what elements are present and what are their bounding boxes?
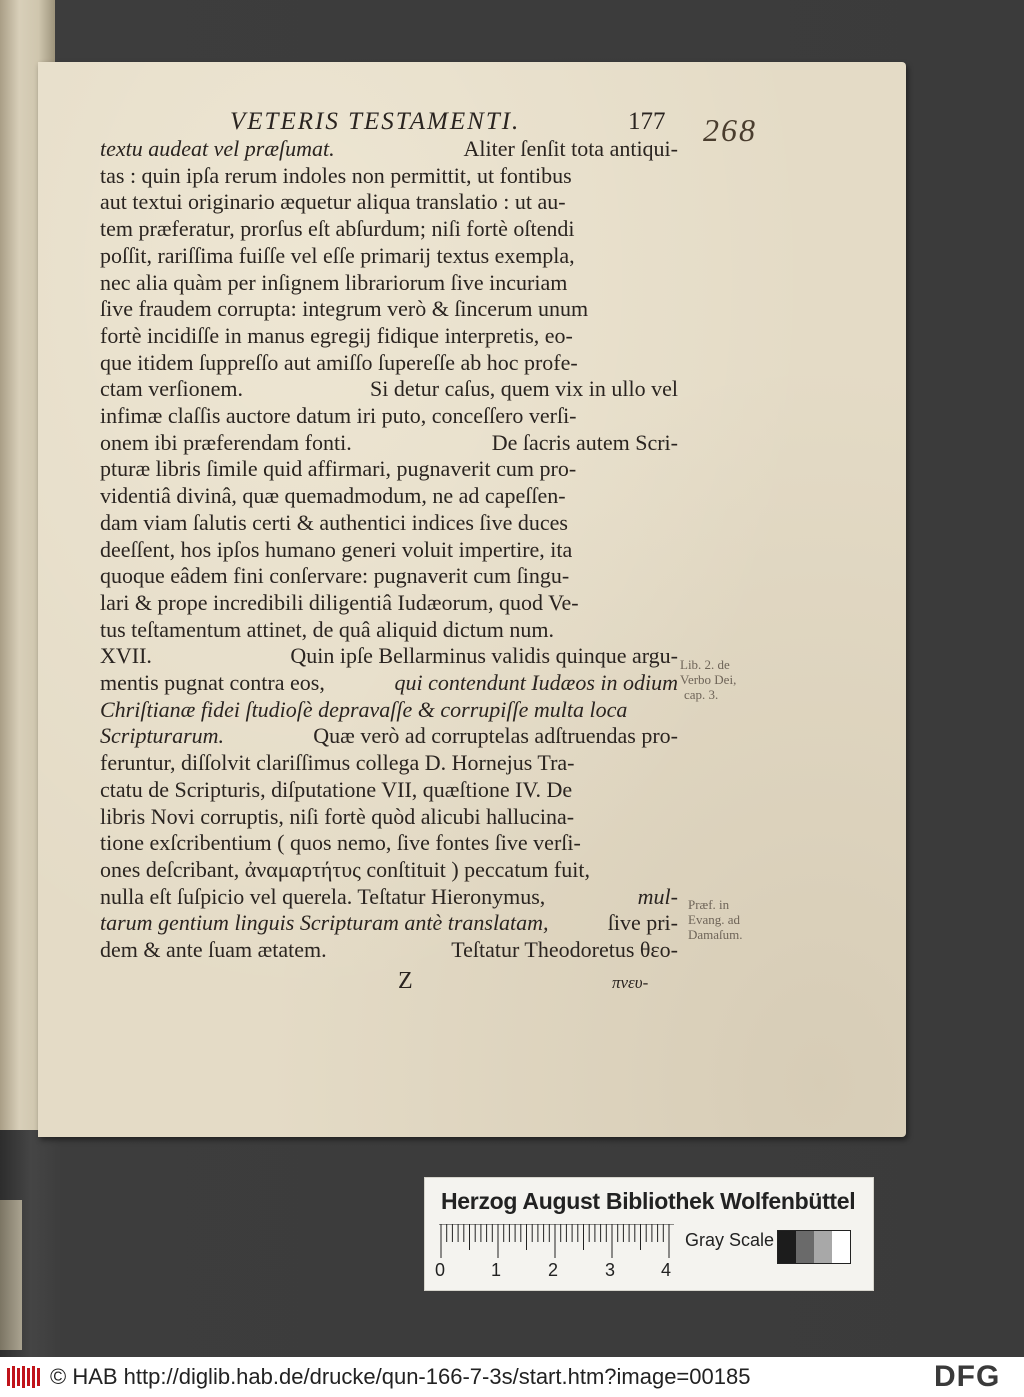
text-segment: ones deſcribant, ἀναμαρτήτυς conſtituit ) peccatum fuit, bbox=[100, 856, 590, 882]
text-line bbox=[100, 857, 678, 884]
margin-note-line: cap. 3. bbox=[684, 687, 719, 702]
text-segment: textu audeat vel præſumat. bbox=[100, 136, 335, 161]
text-line bbox=[100, 563, 678, 590]
text-segment: infimæ claſſis auctore datum iri puto, conceſſero verſi- bbox=[100, 403, 577, 429]
text-segment: ctam verſionem. bbox=[100, 376, 243, 402]
text-segment: lari & prope incredibili diligentiâ Iudæorum, quod Ve- bbox=[100, 589, 579, 615]
text-segment: tus teſtamentum attinet, de quâ aliquid dictum num. bbox=[100, 616, 554, 642]
text-line bbox=[100, 216, 678, 243]
text-segment: tas : quin ipſa rerum indoles non permittit, ut fontibus bbox=[100, 162, 572, 188]
text-line bbox=[100, 590, 678, 617]
text-segment: tarum gentium linguis Scripturam antè translatam, bbox=[100, 910, 549, 936]
library-name: Herzog August Bibliothek Wolfenbüttel bbox=[441, 1188, 856, 1214]
book-edge bbox=[0, 1200, 22, 1350]
margin-note-line: Lib. 2. de bbox=[680, 657, 730, 672]
text-segment: feruntur, diſſolvit clariſſimus collega D. Hornejus Tra- bbox=[100, 750, 575, 776]
text-line bbox=[100, 456, 678, 483]
text-segment: que itidem ſuppreſſo aut amiſſo ſupereſſe ab hoc profe- bbox=[100, 349, 578, 375]
text-line bbox=[100, 910, 678, 937]
catchword: πνευ- bbox=[612, 973, 649, 992]
text-line bbox=[100, 483, 678, 510]
margin-note-line: Evang. ad bbox=[688, 912, 740, 927]
gray-swatch bbox=[796, 1231, 814, 1263]
text-line bbox=[100, 189, 678, 216]
text-segment: ſive pri- bbox=[607, 910, 678, 936]
gray-swatch bbox=[778, 1231, 796, 1263]
text-line bbox=[100, 777, 678, 804]
gray-scale-label: Gray Scale bbox=[685, 1230, 775, 1250]
signature-mark: Z bbox=[398, 968, 413, 994]
text-segment: XVII. bbox=[100, 643, 152, 669]
text-segment: nulla eſt ſuſpicio vel querela. Teſtatur Hieronymus, bbox=[100, 883, 546, 909]
text-segment: nec alia quàm per inſignem librariorum ſive incuriam bbox=[100, 269, 568, 295]
text-line bbox=[100, 697, 678, 724]
text-segment: pturæ libris ſimile quid affirmari, pugnaverit cum pro- bbox=[100, 456, 577, 482]
body-text bbox=[100, 136, 678, 964]
text-line bbox=[100, 750, 678, 777]
dfg-logo: DFG bbox=[934, 1360, 1001, 1393]
manuscript-page-number: 268 bbox=[703, 112, 757, 148]
text-segment: mentis pugnat contra eos, bbox=[100, 670, 325, 696]
text-segment: dam viam ſalutis certi & authentici indices ſive duces bbox=[100, 509, 568, 535]
text-line bbox=[100, 350, 678, 377]
text-segment: tione exſcribentium ( quos nemo, ſive fontes ſive verſi- bbox=[100, 830, 581, 856]
text-line bbox=[100, 937, 678, 964]
text-segment: Quin ipſe Bellarminus validis quinque argu- bbox=[290, 643, 678, 669]
hab-logo-icon bbox=[6, 1365, 42, 1389]
text-segment: videntiâ divinâ, quæ quemadmodum, ne ad capeſſen- bbox=[100, 483, 566, 509]
text-line bbox=[100, 510, 678, 537]
text-segment: fortè incidiſſe in manus egregij fidique interpretis, eo- bbox=[100, 322, 573, 348]
text-line bbox=[100, 804, 678, 831]
gray-scale-swatches bbox=[777, 1230, 851, 1264]
margin-note-line: Damaſum. bbox=[688, 927, 743, 942]
text-line bbox=[100, 243, 678, 270]
text-line bbox=[100, 270, 678, 297]
margin-note-line: Verbo Dei, bbox=[680, 672, 737, 687]
text-line bbox=[100, 163, 678, 190]
text-line bbox=[100, 403, 678, 430]
text-segment: poſſit, rariſſima fuiſſe vel eſſe primarij textus exempla, bbox=[100, 242, 575, 268]
ruler-number: 0 bbox=[435, 1260, 446, 1280]
text-segment: Si detur caſus, quem vix in ullo vel bbox=[370, 376, 678, 402]
margin-note bbox=[688, 897, 743, 942]
text-segment: quoque eâdem fini conſervare: pugnaverit cum ſingu- bbox=[100, 563, 570, 589]
text-line bbox=[100, 430, 678, 457]
ruler-number: 3 bbox=[605, 1260, 616, 1280]
text-segment: Teſtatur Theodoretus θεο- bbox=[451, 937, 678, 963]
gray-swatch bbox=[814, 1231, 832, 1263]
running-head: VETERIS TESTAMENTI. bbox=[230, 108, 521, 135]
text-line bbox=[100, 376, 678, 403]
copyright-url: © HAB http://diglib.hab.de/drucke/qun-166-7-3s/start.htm?image=00185 bbox=[50, 1364, 751, 1389]
text-line bbox=[100, 617, 678, 644]
ruler-number: 1 bbox=[491, 1260, 502, 1280]
margin-note bbox=[680, 657, 736, 702]
text-segment: qui contendunt Iudæos in odium bbox=[394, 670, 678, 696]
text-segment: deeſſent, hos ipſos humano generi voluit impertire, ita bbox=[100, 536, 573, 562]
page-number: 177 bbox=[628, 108, 666, 135]
scale-ruler bbox=[439, 1224, 674, 1260]
text-segment: tem præferatur, prorſus eſt abſurdum; niſi fortè oſtendi bbox=[100, 216, 575, 242]
text-line bbox=[100, 884, 678, 911]
footer-bar bbox=[0, 1357, 1024, 1397]
text-segment: Aliter ſenſit tota antiqui- bbox=[463, 136, 678, 161]
text-segment: aut textui originario æquetur aliqua translatio : ut au- bbox=[100, 189, 566, 215]
text-segment: libris Novi corruptis, niſi fortè quòd alicubi hallucina- bbox=[100, 803, 575, 829]
library-label bbox=[424, 1177, 874, 1291]
text-line bbox=[100, 136, 678, 163]
ruler-number: 4 bbox=[661, 1260, 672, 1280]
text-segment: De ſacris autem Scri- bbox=[491, 429, 678, 455]
text-line bbox=[100, 537, 678, 564]
text-line bbox=[100, 830, 678, 857]
text-segment: ctatu de Scripturis, diſputatione VII, quæſtione IV. De bbox=[100, 776, 573, 802]
text-segment: Chriſtianæ fidei ſtudioſè depravaſſe & corrupiſſe multa loca bbox=[100, 696, 628, 722]
margin-note-line: Præf. in bbox=[688, 897, 730, 912]
text-line bbox=[100, 643, 678, 670]
text-segment: mul- bbox=[637, 883, 678, 909]
text-segment: Quæ verò ad corruptelas adſtruendas pro- bbox=[313, 723, 678, 749]
text-line bbox=[100, 723, 678, 750]
text-segment: onem ibi præferendam fonti. bbox=[100, 429, 352, 455]
ruler-number: 2 bbox=[548, 1260, 559, 1280]
text-segment: dem & ante ſuam ætatem. bbox=[100, 937, 327, 963]
text-segment: Scripturarum. bbox=[100, 723, 225, 749]
text-line bbox=[100, 296, 678, 323]
text-line bbox=[100, 670, 678, 697]
gray-swatch bbox=[832, 1231, 850, 1263]
text-line bbox=[100, 323, 678, 350]
text-segment: ſive fraudem corrupta: integrum verò & ſincerum unum bbox=[100, 296, 589, 322]
